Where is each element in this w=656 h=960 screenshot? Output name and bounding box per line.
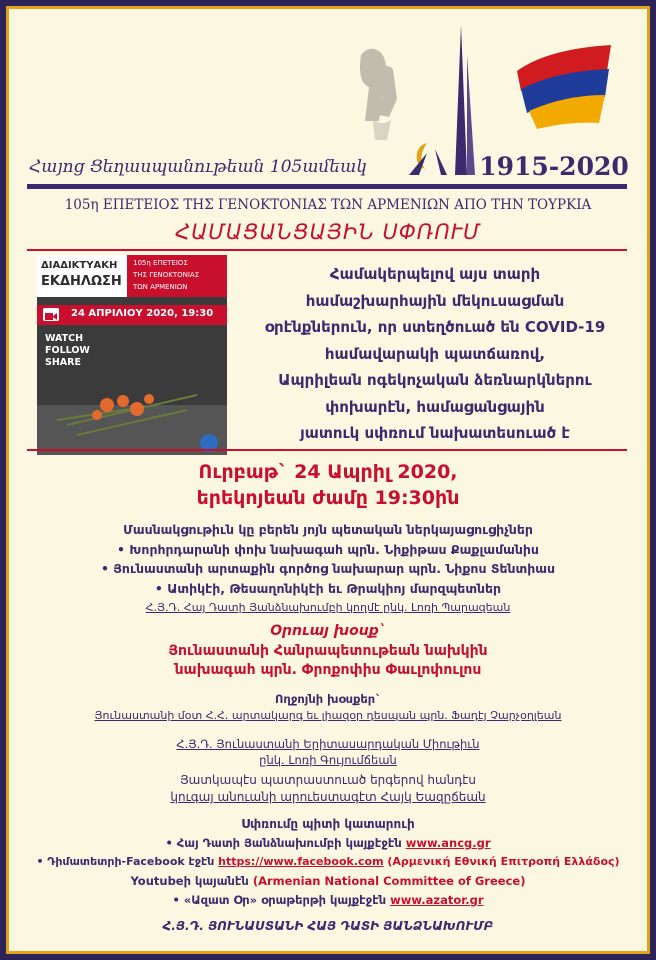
event-line-2: ΤΗΣ ΓΕΝΟΚΤΟΝΙΑΣ [133, 271, 200, 279]
website-prefix: • Հայ Դատի Յանձնախումբի կայքէջէն [165, 836, 406, 850]
arf-speaker: Հ.Յ.Դ. Հայ Դատի Յանձնախումբի կողմէ ընկ. Լոռի Պարազեան [145, 601, 511, 614]
participant-item: • Խորհրդարանի փոխ նախագահ պրն. Նիքիթաս Քաքլամանիս [117, 541, 539, 557]
armenian-flag-brushstroke [507, 43, 619, 129]
header-divider [27, 184, 627, 189]
cta-share: SHARE [45, 357, 81, 368]
broadcast-azator [9, 893, 647, 907]
azator-link[interactable]: www.azator.gr [390, 893, 484, 907]
intro-line: օրէնքներուն, որ ստեղծուած են COVID-19 [264, 318, 606, 336]
participation-intro: Մասնակցութիւն կը բերեն յոյն պետական ներկայացուցիչներ [123, 522, 533, 537]
event-line-1: 105η ΕΠΕΤΕΙΟΣ [133, 259, 188, 267]
intro-line: Համակերպելով այս տարի [329, 265, 541, 283]
promo-date-bar [37, 305, 227, 325]
footer-organization: Հ.Յ.Դ. ՅՈՒՆԱՍՏԱՆԻ ՀԱՅ ԴԱՏԻ ՅԱՆՁՆԱԽՈՒՄԲ [162, 919, 494, 933]
video-camera-icon [43, 308, 59, 321]
title-divider [27, 249, 627, 251]
youth-union: Հ.Յ.Դ. Յունաստանի Երիտասարդական Միութիւն [176, 737, 480, 751]
facebook-link[interactable]: https://www.facebook.com [218, 855, 384, 868]
cta-follow: FOLLOW [45, 345, 90, 356]
event-label [127, 255, 227, 297]
participant-item: • Ատիկէի, Թեսաղոնիկէի եւ Թրակիոյ մարզպետներ [154, 580, 502, 596]
intro-line: համավարակի պատճառով, [324, 344, 546, 363]
online-event-tag [37, 255, 127, 297]
youth-union-speaker: ընկ. Լոռի Գույումճեան [259, 753, 397, 767]
facebook-prefix: • Դիմատետրի-Facebook էջէն [36, 855, 219, 868]
genocide-anniversary-subtitle: Հայոց Ցեղասպանութեան 105ամեակ [29, 157, 367, 177]
header-subtitle [29, 157, 369, 177]
greek-title: 105η ΕΠΕΤΕΙΟΣ ΤΗΣ ΓΕΝΟΚΤΟΝΙΑΣ ΤΩΝ ΑΡΜΕΝΙΩΝ ΑΠΟ ΤΗΝ ΤΟΥΡΚΙΑ [64, 197, 592, 213]
event-line-3: ΤΩΝ ΑΡΜΕΝΙΩΝ [133, 283, 188, 291]
day-speech-label: Օրուայ խօսք` [270, 623, 386, 639]
azator-prefix: • «Ազատ Օր» օրաթերթի կայքէջէն [172, 893, 391, 907]
broadcast-facebook [9, 855, 647, 868]
event-time: երեկոյեան ժամը 19:30ին [196, 487, 460, 509]
cta-watch: WATCH [45, 333, 84, 344]
intro-line: փոխարէն, համացանցային [325, 397, 545, 416]
intro-line: համաշխարհային մեկուսացման [305, 291, 565, 310]
poster-content [6, 6, 650, 954]
years-text: 1915-2020 [479, 152, 629, 181]
intro-line: յատուկ սփռում նախատեսուած է [300, 424, 570, 442]
greetings-label: Ողջոյնի խօսքեր` [275, 692, 381, 706]
facebook-page-name: (Αρμενική Εθνική Επιτροπή Ελλάδος) [383, 855, 620, 868]
broadcast-label: Սփռումը պիտի կատարուի [241, 817, 415, 831]
songs-line-2: կուգայ անուանի արուեստագէտ Հայկ Եազըճեան [170, 790, 486, 804]
intro-line: Ապրիլեան ոգեկոչական ձեռնարկներու [278, 371, 592, 389]
event-promo-image [37, 255, 227, 455]
years-badge [479, 152, 629, 181]
ancg-link[interactable]: www.ancg.gr [405, 836, 491, 850]
participation-list [9, 520, 647, 598]
day-speech-speaker-2: նախագահ պրն. Փրոքոփիս Փաւլոփուլոս [174, 662, 482, 678]
intro-divider [27, 449, 627, 451]
day-speech-speaker-1: Յունաստանի Հանրապետութեան նախկին [168, 643, 488, 659]
promo-cta [45, 333, 90, 369]
tag-line-2: ΕΚΔΗΛΩΣΗ [41, 274, 122, 289]
ambassador-greeting: Յունաստանի մօտ Հ.Հ. արտակարգ եւ լիազօր դեսպան պրն. Ֆադէյ Չարչօղլեան [94, 709, 562, 722]
youtube-prefix: Youtubeի կայանէն [130, 874, 253, 888]
event-date: Ուրբաթ` 24 Ապրիլ 2020, [198, 461, 458, 483]
flowers-illustration [37, 365, 227, 455]
main-title: ՀԱՄԱՑԱՆՑԱՅԻՆ ՍՓՌՈՒՄ [175, 220, 481, 244]
participant-item: • Յունաստանի արտաքին գործոց նախարար պրն. Նիքոս Տենտիաս [100, 561, 556, 576]
broadcast-youtube [9, 874, 647, 888]
youtube-channel-name: (Armenian National Committee of Greece) [252, 874, 526, 888]
songs-line-1: Յատկապէս պատրաստուած երգերով հանդէս [179, 773, 477, 787]
promo-date: 24 ΑΠΡΙΛΙΟΥ 2020, 19:30 [71, 308, 214, 319]
intro-paragraph [235, 261, 635, 447]
broadcast-website [9, 836, 647, 850]
tag-line-1: ΔΙΑΔΙΚΤΥΑΚΗ [41, 260, 118, 271]
